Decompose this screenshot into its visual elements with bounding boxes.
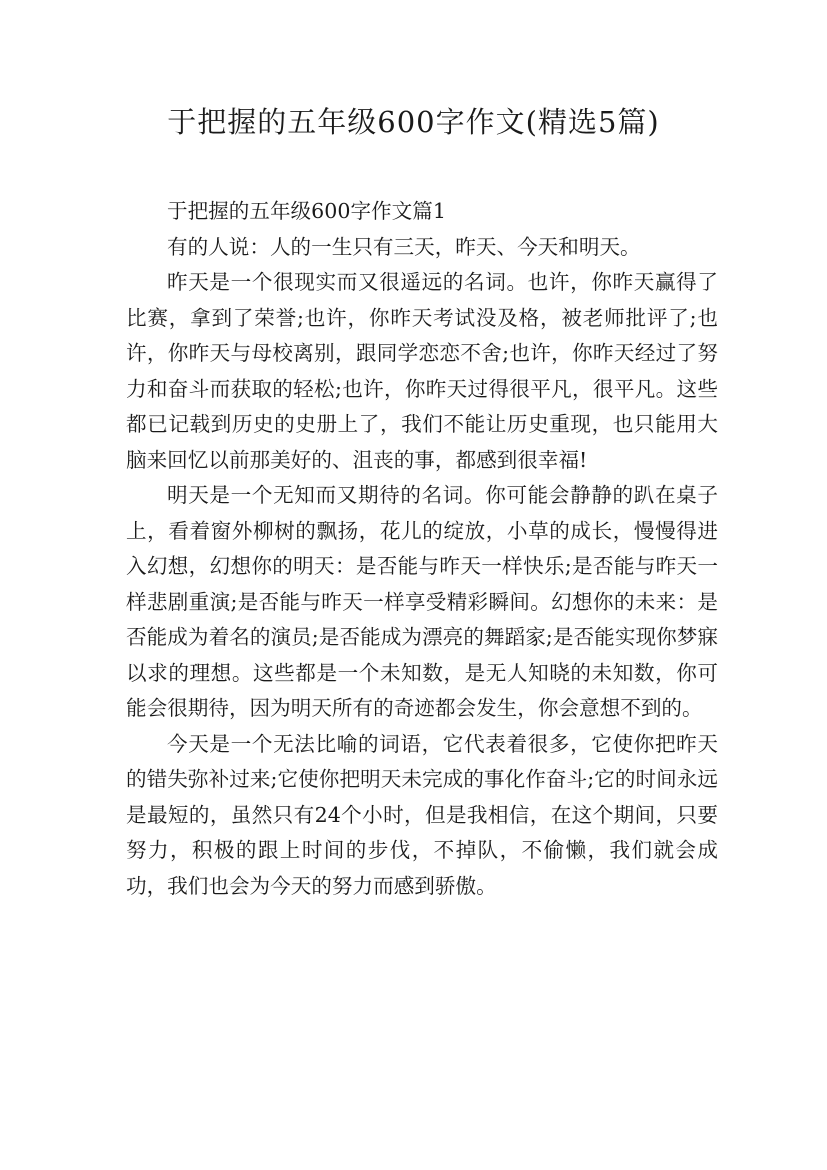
document-body: [126, 194, 718, 904]
paragraph-yesterday: 昨天是一个很现实而又很遥远的名词。也许，你昨天赢得了比赛，拿到了荣誉;也许，你昨天考试没及格，被老师批评了;也许，你昨天与母校离别，跟同学恋恋不舍;也许，你昨天经过了努力和奋斗而获取的轻松;也许，你昨天过得很平凡，很平凡。这些都已记载到历史的史册上了，我们不能让历史重现，也只能用大脑来回忆以前那美好的、沮丧的事，都感到很幸福!: [126, 270, 718, 472]
paragraph-intro: 有的人说：人的一生只有三天，昨天、今天和明天。: [167, 234, 641, 259]
paragraph-tomorrow: 明天是一个无知而又期待的名词。你可能会静静的趴在桌子上，看着窗外柳树的飘扬，花儿的绽放，小草的成长，慢慢得进入幻想，幻想你的明天：是否能与昨天一样快乐;是否能与昨天一样悲剧重演;是否能与昨天一样享受精彩瞬间。幻想你的未来：是否能成为着名的演员;是否能成为漂亮的舞蹈家;是否能实现你梦寐以求的理想。这些都是一个未知数，是无人知晓的未知数，你可能会很期待，因为明天所有的奇迹都会发生，你会意想不到的。: [126, 483, 718, 720]
paragraph-today: 今天是一个无法比喻的词语，它代表着很多，它使你把昨天的错失弥补过来;它使你把明天未完成的事化作奋斗;它的时间永远是最短的，虽然只有24个小时，但是我相信，在这个期间，只要努力，积极的跟上时间的步伐，不掉队，不偷懒，我们就会成功，我们也会为今天的努力而感到骄傲。: [126, 731, 718, 898]
document-title: 于把握的五年级600字作文(精选5篇): [167, 105, 660, 139]
section-heading: 于把握的五年级600字作文篇1: [167, 199, 446, 223]
